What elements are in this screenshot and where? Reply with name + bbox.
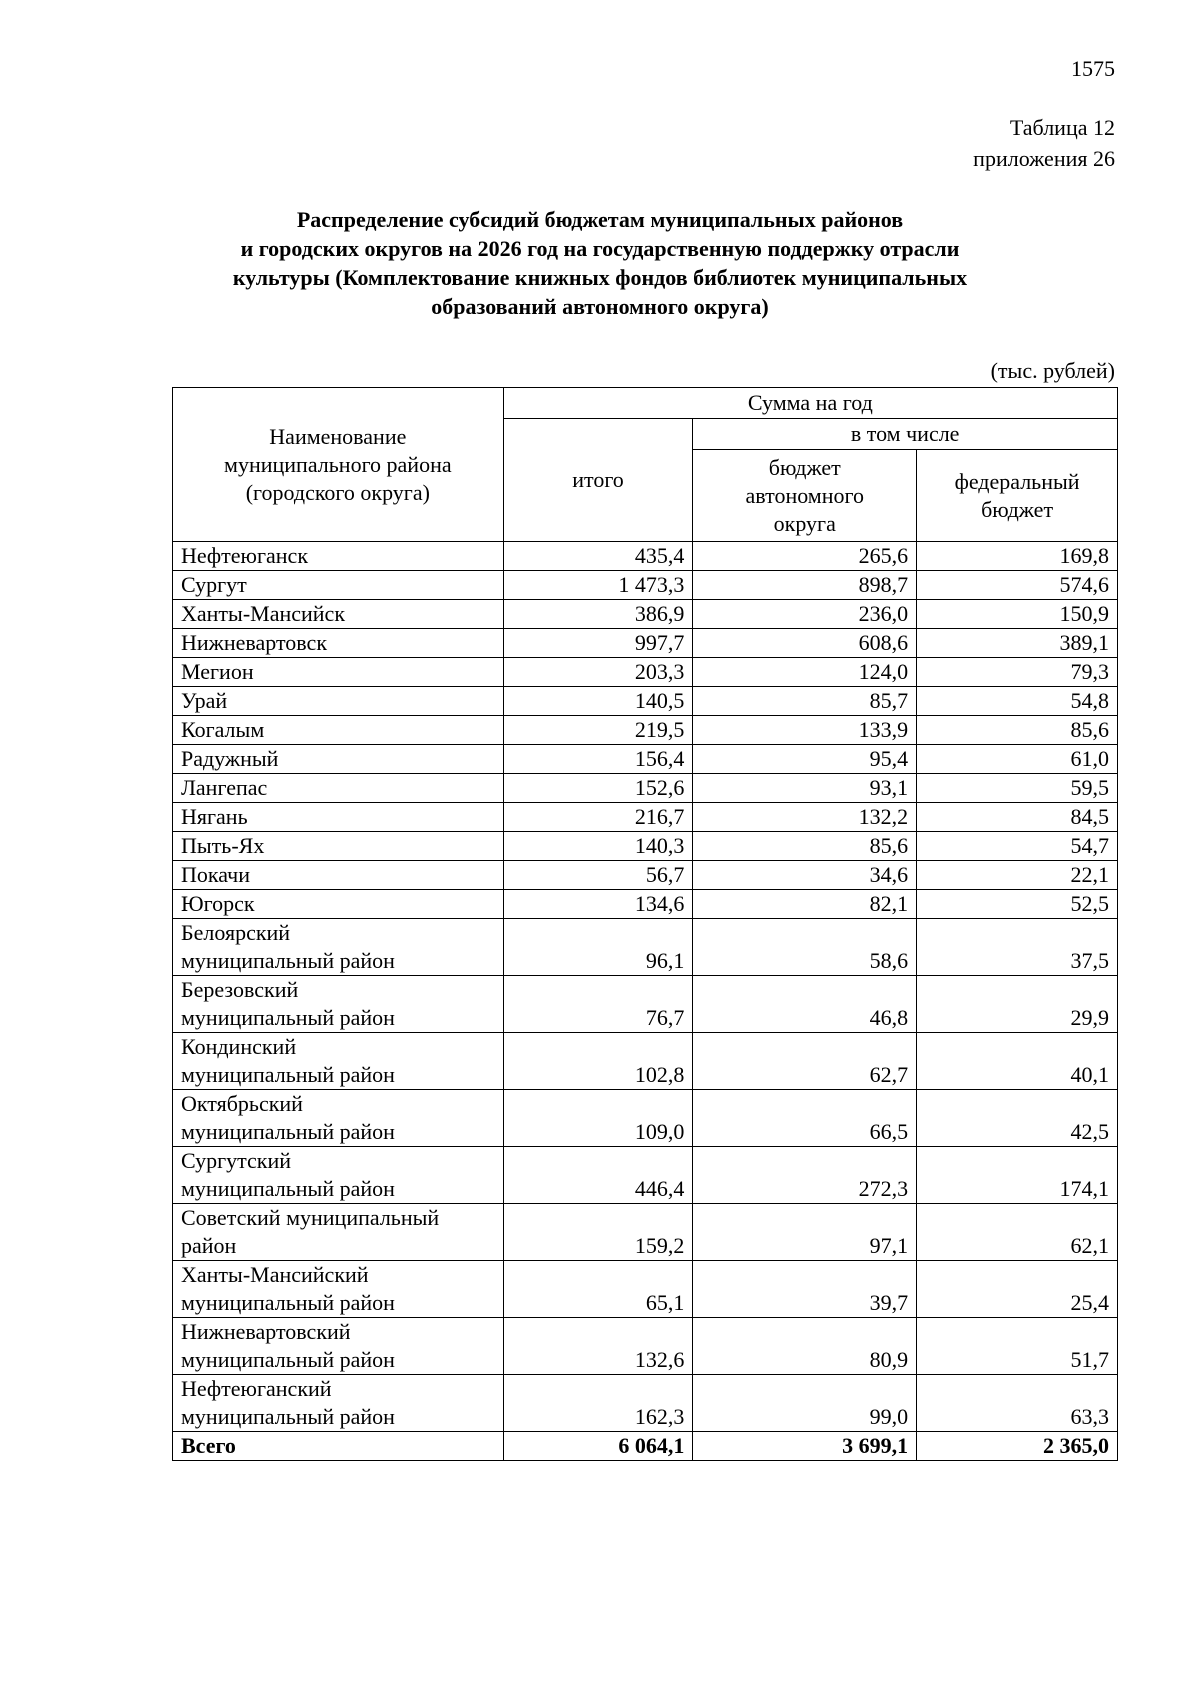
row-regional: 66,5 — [693, 1090, 917, 1147]
row-total: 162,3 — [503, 1375, 693, 1432]
table-row — [173, 832, 1118, 861]
row-total: 140,5 — [503, 687, 693, 716]
row-federal: 52,5 — [917, 890, 1118, 919]
row-name-line: муниципальный район — [181, 1176, 395, 1201]
row-federal: 389,1 — [917, 629, 1118, 658]
row-name-line: Нижневартовск — [181, 630, 328, 655]
table-ref-line: приложения 26 — [973, 146, 1115, 171]
row-total: 96,1 — [503, 919, 693, 976]
table-row — [173, 1090, 1118, 1147]
row-total: 446,4 — [503, 1147, 693, 1204]
header-line: бюджет — [768, 454, 841, 480]
total-row — [173, 1432, 1118, 1461]
row-name — [173, 571, 504, 600]
table-row — [173, 716, 1118, 745]
row-federal: 40,1 — [917, 1033, 1118, 1090]
row-name — [173, 745, 504, 774]
table-reference — [973, 112, 1115, 174]
table-row — [173, 571, 1118, 600]
title-line: образований автономного округа) — [431, 294, 769, 319]
row-regional: 898,7 — [693, 571, 917, 600]
table-row — [173, 1261, 1118, 1318]
table-row — [173, 600, 1118, 629]
document-title — [150, 205, 1050, 321]
title-line: и городских округов на 2026 год на государственную поддержку отрасли — [240, 236, 960, 261]
row-regional: 132,2 — [693, 803, 917, 832]
row-name-line: Нефтеюганский — [181, 1376, 332, 1401]
row-regional: 97,1 — [693, 1204, 917, 1261]
row-name-line: Покачи — [181, 862, 250, 887]
table-row — [173, 803, 1118, 832]
row-federal: 85,6 — [917, 716, 1118, 745]
row-total: 997,7 — [503, 629, 693, 658]
row-federal: 174,1 — [917, 1147, 1118, 1204]
row-name-line: Мегион — [181, 659, 254, 684]
row-regional: 85,7 — [693, 687, 917, 716]
row-regional: 58,6 — [693, 919, 917, 976]
row-name — [173, 629, 504, 658]
row-federal: 22,1 — [917, 861, 1118, 890]
header-line: Наименование — [269, 423, 407, 449]
row-name-line: Ханты-Мансийский — [181, 1262, 369, 1287]
row-regional: 133,9 — [693, 716, 917, 745]
row-total: 435,4 — [503, 542, 693, 571]
row-name-line: муниципальный район — [181, 948, 395, 973]
row-name-line: Белоярский — [181, 920, 291, 945]
title-line: культуры (Комплектование книжных фондов библиотек муниципальных — [232, 265, 968, 290]
row-name — [173, 1318, 504, 1375]
table-row — [173, 1318, 1118, 1375]
header-line: муниципального района — [224, 451, 452, 477]
row-name-line: муниципальный район — [181, 1119, 395, 1144]
row-federal: 169,8 — [917, 542, 1118, 571]
row-total: 203,3 — [503, 658, 693, 687]
row-name-line: муниципальный район — [181, 1290, 395, 1315]
total-federal: 2 365,0 — [917, 1432, 1118, 1461]
row-total: 140,3 — [503, 832, 693, 861]
row-name-line: Советский муниципальный — [181, 1205, 440, 1230]
row-name — [173, 716, 504, 745]
row-name — [173, 1090, 504, 1147]
row-total: 65,1 — [503, 1261, 693, 1318]
row-total: 1 473,3 — [503, 571, 693, 600]
row-total: 386,9 — [503, 600, 693, 629]
table-row — [173, 1375, 1118, 1432]
row-name-line: Когалым — [181, 717, 265, 742]
row-regional: 39,7 — [693, 1261, 917, 1318]
row-name — [173, 658, 504, 687]
table-ref-line: Таблица 12 — [1009, 115, 1115, 140]
row-regional: 80,9 — [693, 1318, 917, 1375]
row-name-line: муниципальный район — [181, 1404, 395, 1429]
header-line: федеральный — [954, 468, 1080, 494]
row-total: 102,8 — [503, 1033, 693, 1090]
row-federal: 150,9 — [917, 600, 1118, 629]
row-federal: 51,7 — [917, 1318, 1118, 1375]
row-name-line: Кондинский — [181, 1034, 297, 1059]
row-name — [173, 890, 504, 919]
row-total: 56,7 — [503, 861, 693, 890]
table-row — [173, 1204, 1118, 1261]
row-name — [173, 1261, 504, 1318]
table-row — [173, 890, 1118, 919]
row-total: 152,6 — [503, 774, 693, 803]
row-name-line: муниципальный район — [181, 1347, 395, 1372]
row-total: 159,2 — [503, 1204, 693, 1261]
header-line: (городского округа) — [245, 479, 430, 505]
header-including: в том числе — [693, 419, 1118, 450]
table-row — [173, 861, 1118, 890]
units-label: (тыс. рублей) — [990, 358, 1115, 383]
row-total: 156,4 — [503, 745, 693, 774]
row-regional: 93,1 — [693, 774, 917, 803]
row-name-line: район — [181, 1233, 237, 1258]
row-name-line: Сургут — [181, 572, 247, 597]
row-name — [173, 803, 504, 832]
title-line: Распределение субсидий бюджетам муниципальных районов — [296, 207, 904, 232]
table-body — [173, 542, 1118, 1432]
row-federal: 54,7 — [917, 832, 1118, 861]
row-name-line: Нижневартовский — [181, 1319, 351, 1344]
row-regional: 236,0 — [693, 600, 917, 629]
table-row — [173, 976, 1118, 1033]
row-name-line: Березовский — [181, 977, 299, 1002]
total-label: Всего — [173, 1432, 504, 1461]
row-regional: 62,7 — [693, 1033, 917, 1090]
row-regional: 34,6 — [693, 861, 917, 890]
row-regional: 99,0 — [693, 1375, 917, 1432]
row-name — [173, 687, 504, 716]
header-line: бюджет — [981, 496, 1054, 522]
row-name-line: Югорск — [181, 891, 255, 916]
row-name-line: Пыть-Ях — [181, 833, 265, 858]
row-regional: 82,1 — [693, 890, 917, 919]
table-row — [173, 1033, 1118, 1090]
subsidy-table — [172, 387, 1118, 1461]
table-row — [173, 658, 1118, 687]
table-row — [173, 542, 1118, 571]
row-name — [173, 774, 504, 803]
table-row — [173, 774, 1118, 803]
row-name — [173, 542, 504, 571]
row-regional: 85,6 — [693, 832, 917, 861]
row-regional: 272,3 — [693, 1147, 917, 1204]
row-regional: 95,4 — [693, 745, 917, 774]
row-federal: 63,3 — [917, 1375, 1118, 1432]
row-federal: 62,1 — [917, 1204, 1118, 1261]
row-name — [173, 861, 504, 890]
header-federal — [917, 450, 1118, 542]
row-total: 216,7 — [503, 803, 693, 832]
row-federal: 84,5 — [917, 803, 1118, 832]
row-name-line: муниципальный район — [181, 1062, 395, 1087]
header-name — [173, 388, 504, 542]
row-name-line: Октябрьский — [181, 1091, 303, 1116]
row-name-line: Урай — [181, 688, 228, 713]
row-federal: 42,5 — [917, 1090, 1118, 1147]
row-regional: 608,6 — [693, 629, 917, 658]
header-sum-per-year: Сумма на год — [503, 388, 1117, 419]
row-name — [173, 976, 504, 1033]
row-federal: 79,3 — [917, 658, 1118, 687]
row-federal: 37,5 — [917, 919, 1118, 976]
row-regional: 46,8 — [693, 976, 917, 1033]
row-total: 109,0 — [503, 1090, 693, 1147]
row-name — [173, 600, 504, 629]
row-federal: 54,8 — [917, 687, 1118, 716]
row-federal: 59,5 — [917, 774, 1118, 803]
table-row — [173, 629, 1118, 658]
row-name-line: Нефтеюганск — [181, 543, 309, 568]
table-row — [173, 687, 1118, 716]
row-total: 76,7 — [503, 976, 693, 1033]
row-name — [173, 1033, 504, 1090]
header-regional — [693, 450, 917, 542]
row-name-line: Радужный — [181, 746, 279, 771]
header-line: автономного — [745, 482, 864, 508]
row-name-line: Нягань — [181, 804, 248, 829]
row-name — [173, 832, 504, 861]
row-name-line: Сургутский — [181, 1148, 292, 1173]
row-name — [173, 1375, 504, 1432]
row-name — [173, 919, 504, 976]
row-total: 132,6 — [503, 1318, 693, 1375]
page-number: 1575 — [1071, 56, 1115, 81]
row-regional: 124,0 — [693, 658, 917, 687]
row-name-line: муниципальный район — [181, 1005, 395, 1030]
row-federal: 574,6 — [917, 571, 1118, 600]
header-line: округа — [773, 510, 836, 536]
header-total: итого — [503, 419, 693, 542]
row-name — [173, 1147, 504, 1204]
table-row — [173, 1147, 1118, 1204]
row-total: 219,5 — [503, 716, 693, 745]
row-regional: 265,6 — [693, 542, 917, 571]
row-federal: 61,0 — [917, 745, 1118, 774]
row-total: 134,6 — [503, 890, 693, 919]
table-row — [173, 919, 1118, 976]
total-sum: 6 064,1 — [503, 1432, 693, 1461]
row-name-line: Ханты-Мансийск — [181, 601, 346, 626]
total-regional: 3 699,1 — [693, 1432, 917, 1461]
table-row — [173, 745, 1118, 774]
row-federal: 29,9 — [917, 976, 1118, 1033]
row-name — [173, 1204, 504, 1261]
row-federal: 25,4 — [917, 1261, 1118, 1318]
row-name-line: Лангепас — [181, 775, 268, 800]
